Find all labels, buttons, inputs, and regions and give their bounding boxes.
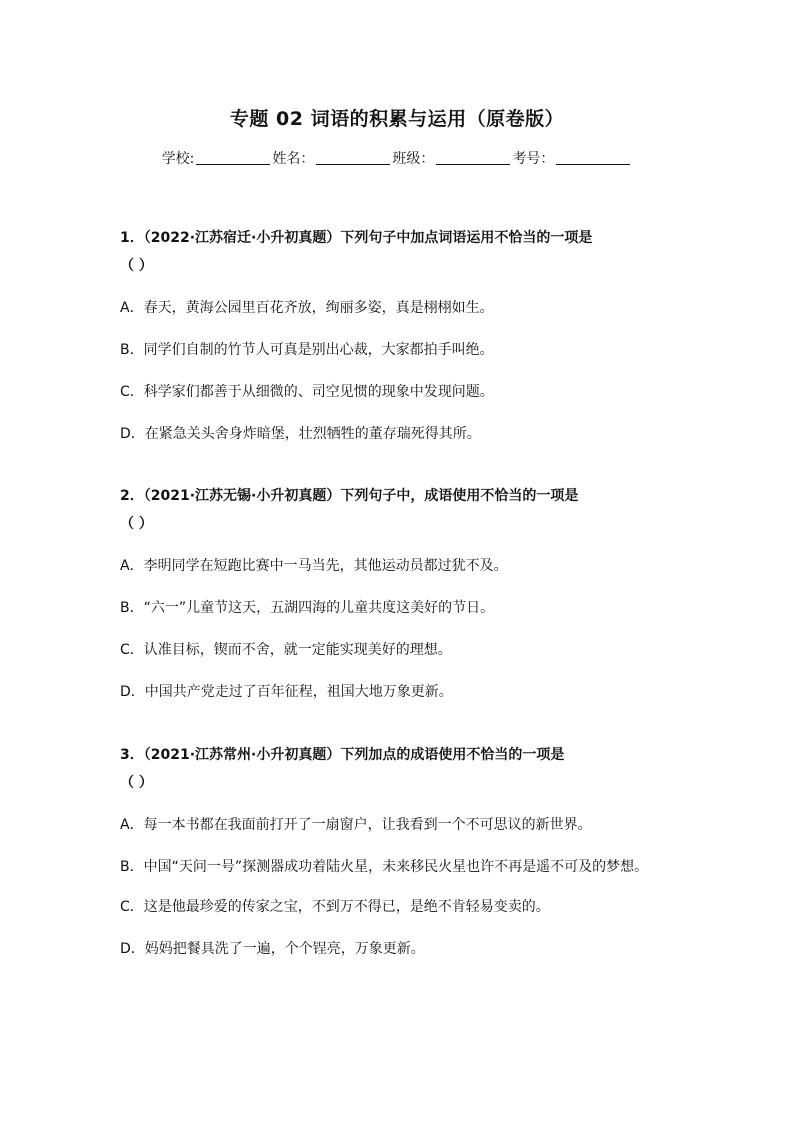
class-blank[interactable] xyxy=(436,150,510,165)
question-stem: 1．（2022·江苏宿迁·小升初真题）下列句子中加点词语运用不恰当的一项是 xyxy=(120,230,593,246)
exam-no-label: 考号： xyxy=(512,151,555,167)
option-a: A．李明同学在短跑比赛中一马当先，其他运动员都过犹不及。 xyxy=(120,558,508,574)
option-a: A．春天，黄海公园里百花齐放，绚丽多姿，真是栩栩如生。 xyxy=(120,300,494,316)
option-d: D．中国共产党走过了百年征程，祖国大地万象更新。 xyxy=(120,684,453,700)
answer-paren: （ ） xyxy=(120,258,153,274)
page-title: 专题 02 词语的积累与运用（原卷版） xyxy=(229,108,565,130)
option-c: C．科学家们都善于从细微的、司空见惯的现象中发现问题。 xyxy=(120,384,494,400)
school-blank[interactable] xyxy=(196,150,270,165)
option-d: D．妈妈把餐具洗了一遍，个个锃亮，万象更新。 xyxy=(120,941,425,957)
question-stem: 3．（2021·江苏常州·小升初真题）下列加点的成语使用不恰当的一项是 xyxy=(120,747,565,763)
answer-paren: （ ） xyxy=(120,775,153,791)
option-d: D．在紧急关头舍身炸暗堡，壮烈牺牲的董存瑞死得其所。 xyxy=(120,426,481,442)
name-blank[interactable] xyxy=(316,150,390,165)
question-2 xyxy=(120,482,680,702)
option-c: C．认准目标，锲而不舍，就一定能实现美好的理想。 xyxy=(120,642,452,658)
option-b: B．中国“天问一号”探测器成功着陆火星，未来移民火星也许不再是遥不可及的梦想。 xyxy=(120,859,649,875)
name-label: 姓名： xyxy=(272,151,315,167)
option-c: C．这是他最珍爱的传家之宝，不到万不得已，是绝不肯轻易变卖的。 xyxy=(120,899,550,915)
school-label: 学校: xyxy=(161,151,195,167)
option-b: B．“六一”儿童节这天，五湖四海的儿童共度这美好的节日。 xyxy=(120,600,495,616)
option-b: B．同学们自制的竹节人可真是别出心裁，大家都拍手叫绝。 xyxy=(120,342,494,358)
question-1 xyxy=(120,224,680,444)
exam-no-blank[interactable] xyxy=(556,150,630,165)
option-a: A．每一本书都在我面前打开了一扇窗户，让我看到一个不可思议的新世界。 xyxy=(120,817,592,833)
class-label: 班级： xyxy=(392,151,435,167)
answer-paren: （ ） xyxy=(120,516,153,532)
question-3 xyxy=(120,741,680,959)
student-info-line xyxy=(0,148,794,168)
question-stem: 2．（2021·江苏无锡·小升初真题）下列句子中，成语使用不恰当的一项是 xyxy=(120,488,579,504)
